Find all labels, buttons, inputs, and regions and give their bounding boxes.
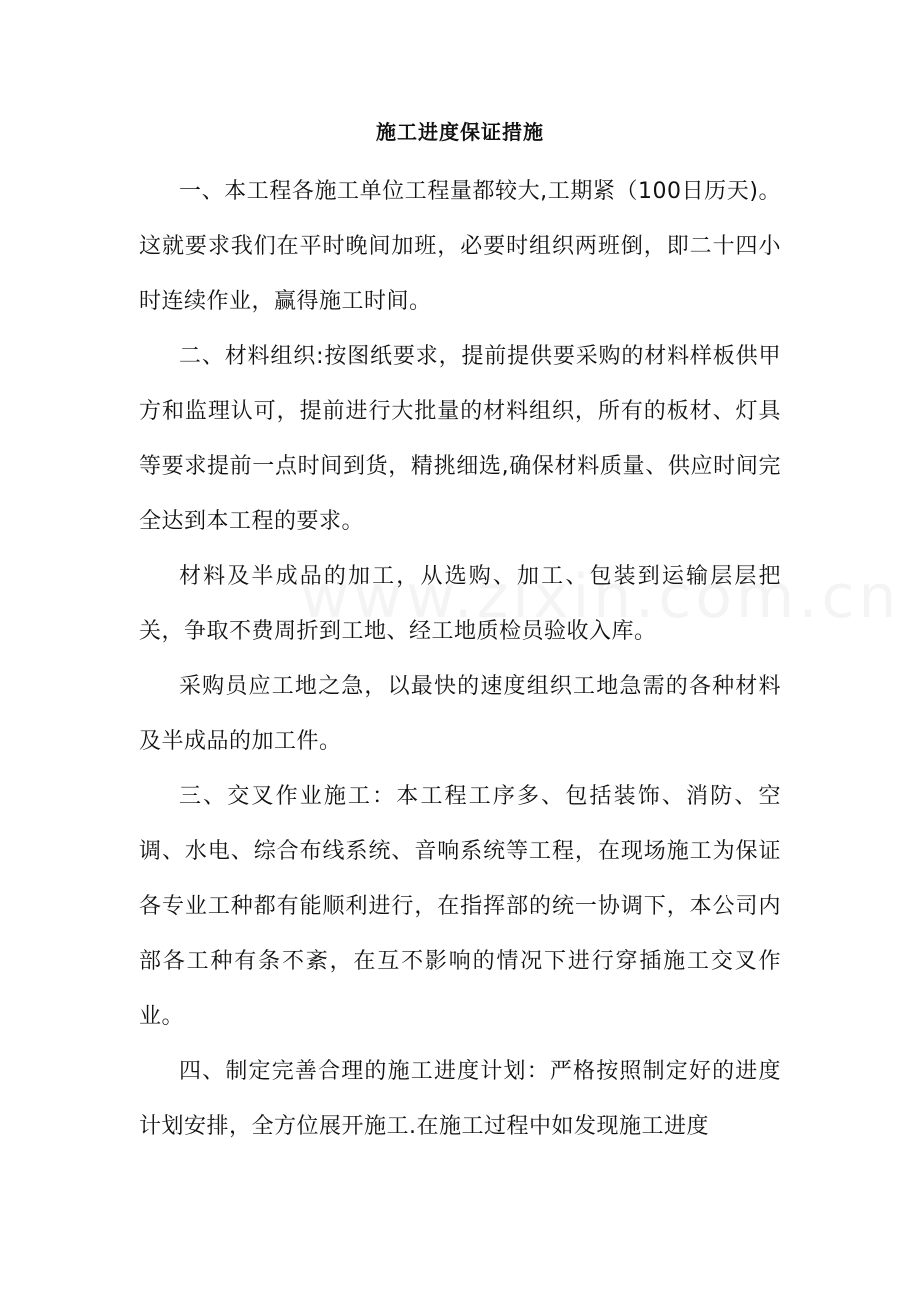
paragraph-cross-work: 三、交叉作业施工：本工程工序多、包括装饰、消防、空调、水电、综合布线系统、音响系统等工程，在现场施工为保证各专业工种都有能顺利进行，在指挥部的统一协调下，本公司内部各工种有条不紊，在互不影响的情况下进行穿插施工交叉作业。 — [139, 784, 781, 1029]
paragraph-processing: 材料及半成品的加工，从选购、加工、包装到运输层层把关，争取不费周折到工地、经工地质检员验收入库。 — [139, 564, 781, 644]
document-title: 施工进度保证措施 — [376, 120, 544, 144]
paragraph-materials: 二、材料组织:按图纸要求，提前提供要采购的材料样板供甲方和监理认可，提前进行大批量的材料组织，所有的板材、灯具等要求提前一点时间到货，精挑细选,确保材料质量、供应时间完全达到本工程的要求。 — [139, 344, 781, 534]
paragraph-purchasing: 采购员应工地之急，以最快的速度组织工地急需的各种材料及半成品的加工件。 — [139, 674, 781, 754]
paragraph-plan: 四、制定完善合理的施工进度计划：严格按照制定好的进度计划安排，全方位展开施工.在施工过程中如发现施工进度 — [139, 1059, 781, 1139]
document-body — [139, 164, 781, 1154]
paragraph-schedule: 一、本工程各施工单位工程量都较大,工期紧（100日历天)。这就要求我们在平时晚间加班，必要时组织两班倒，即二十四小时连续作业，赢得施工时间。 — [139, 179, 781, 314]
